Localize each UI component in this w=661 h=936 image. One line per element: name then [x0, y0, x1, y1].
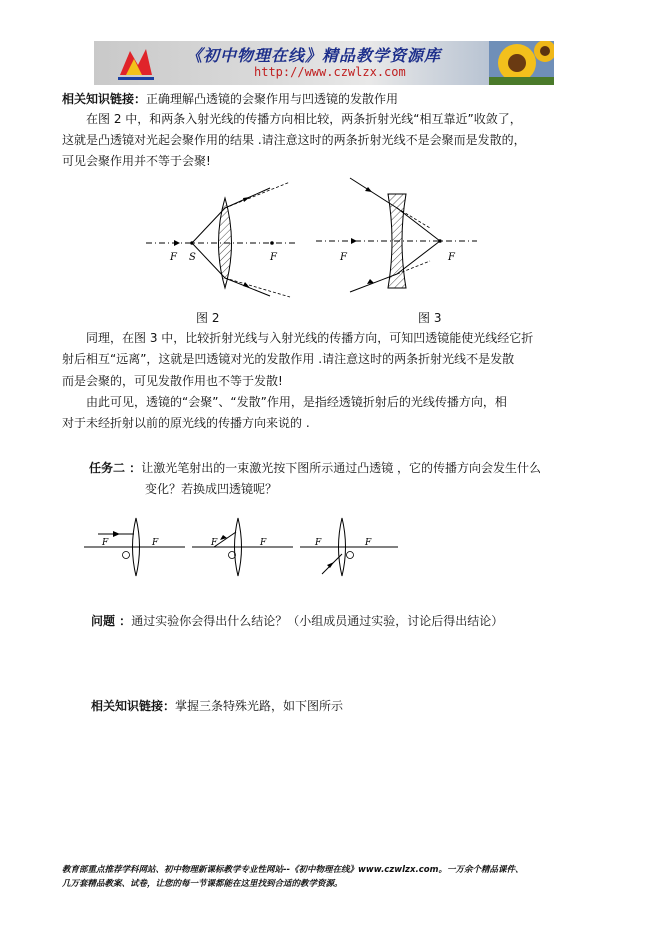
- question-line: [91, 613, 503, 629]
- footer-line1: 教育部重点推荐学科网站、初中物理新课标教学专业性网站--《初中物理在线》www.czwlzx.com。一万余个精品课件、: [62, 865, 524, 875]
- incident-ray-upper: [350, 178, 397, 208]
- label-s: S: [189, 252, 196, 263]
- para1-line1: 在图 2 中，和两条入射光线的传播方向相比较，两条折射光线“相互靠近”收敛了，: [86, 112, 522, 126]
- svg-text:F: F: [260, 538, 267, 548]
- para2-line3: 而是会聚的，可见发散作用也不等于发散!: [62, 374, 283, 388]
- laser-diagram-3: [300, 518, 398, 576]
- label-f-right: F: [270, 252, 277, 263]
- figure3-caption: 图 3: [418, 311, 442, 325]
- original-ray-lower: [225, 278, 290, 297]
- laser-lens-diagrams: [80, 510, 400, 580]
- section1-heading-text: 正确理解凸透镜的会聚作用与凹透镜的发散作用: [146, 92, 399, 106]
- para1-line2: 这就是凸透镜对光起会聚作用的结果 .请注意这时的两条折射光线不是会聚而是发散的，: [62, 133, 526, 147]
- site-logo: [116, 45, 156, 81]
- refracted-ray-lower: [397, 241, 440, 274]
- convex-lens-shape: [219, 198, 232, 288]
- header-banner: [94, 41, 554, 85]
- svg-text:F: F: [211, 538, 218, 548]
- svg-text:F: F: [152, 538, 159, 548]
- question-label: 问题 ：: [91, 614, 132, 628]
- para3-line2: 对于未经折射以前的原光线的传播方向来说的 .: [62, 416, 310, 430]
- original-ray-upper: [225, 182, 290, 208]
- section1-heading: 相关知识链接：: [62, 92, 147, 106]
- section3-heading: 相关知识链接：: [91, 699, 176, 713]
- laser-diagram-1: [84, 518, 185, 576]
- para3-line1: 由此可见，透镜的“会聚”、“发散”作用，是指经透镜折射后的光线传播方向，相: [86, 395, 507, 409]
- para2-line2: 射后相互“远离”，这就是凹透镜对光的发散作用 .请注意这时的两条折射光线不是发散: [62, 352, 515, 366]
- svg-text:F: F: [102, 538, 109, 548]
- task2-line1: [89, 460, 541, 476]
- figure3-concave-lens-diagram: [312, 172, 482, 300]
- task2-line2: 变化？若换成凹透镜呢？: [145, 482, 278, 496]
- banner-title: 《初中物理在线》精品教学资源库: [186, 46, 442, 65]
- task2-label: 任务二 ：: [89, 461, 142, 475]
- para1-line3: 可见会聚作用并不等于会聚!: [62, 154, 211, 168]
- task2-text: 让激光笔射出的一束激光按下图所示通过凸透镜 ，它的传播方向会发生什么: [141, 461, 542, 475]
- label-f-right: F: [448, 252, 455, 263]
- figure2-caption: 图 2: [196, 311, 220, 325]
- svg-text:F: F: [365, 538, 372, 548]
- figure2-convex-lens-diagram: [140, 178, 300, 298]
- section3-line: [91, 698, 343, 714]
- svg-text:F: F: [315, 538, 322, 548]
- question-text: 通过实验你会得出什么结论？（小组成员通过实验，讨论后得出结论）: [131, 614, 504, 628]
- section1-heading-line: [62, 91, 398, 107]
- banner-url[interactable]: http://www.czwlzx.com: [254, 65, 406, 79]
- laser-diagram-2: [192, 518, 293, 576]
- sunflower-image: [489, 41, 554, 85]
- footer-line2: 几万套精品教案、试卷，让您的每一节课都能在这里找到合适的教学资源。: [62, 879, 343, 889]
- para2-line1: 同理，在图 3 中，比较折射光线与入射光线的传播方向，可知凹透镜能使光线经它折: [86, 331, 534, 345]
- label-f-left: F: [340, 252, 347, 263]
- section3-text: 掌握三条特殊光路，如下图所示: [175, 699, 344, 713]
- label-f-left: F: [170, 252, 177, 263]
- refracted-ray-upper: [397, 208, 440, 241]
